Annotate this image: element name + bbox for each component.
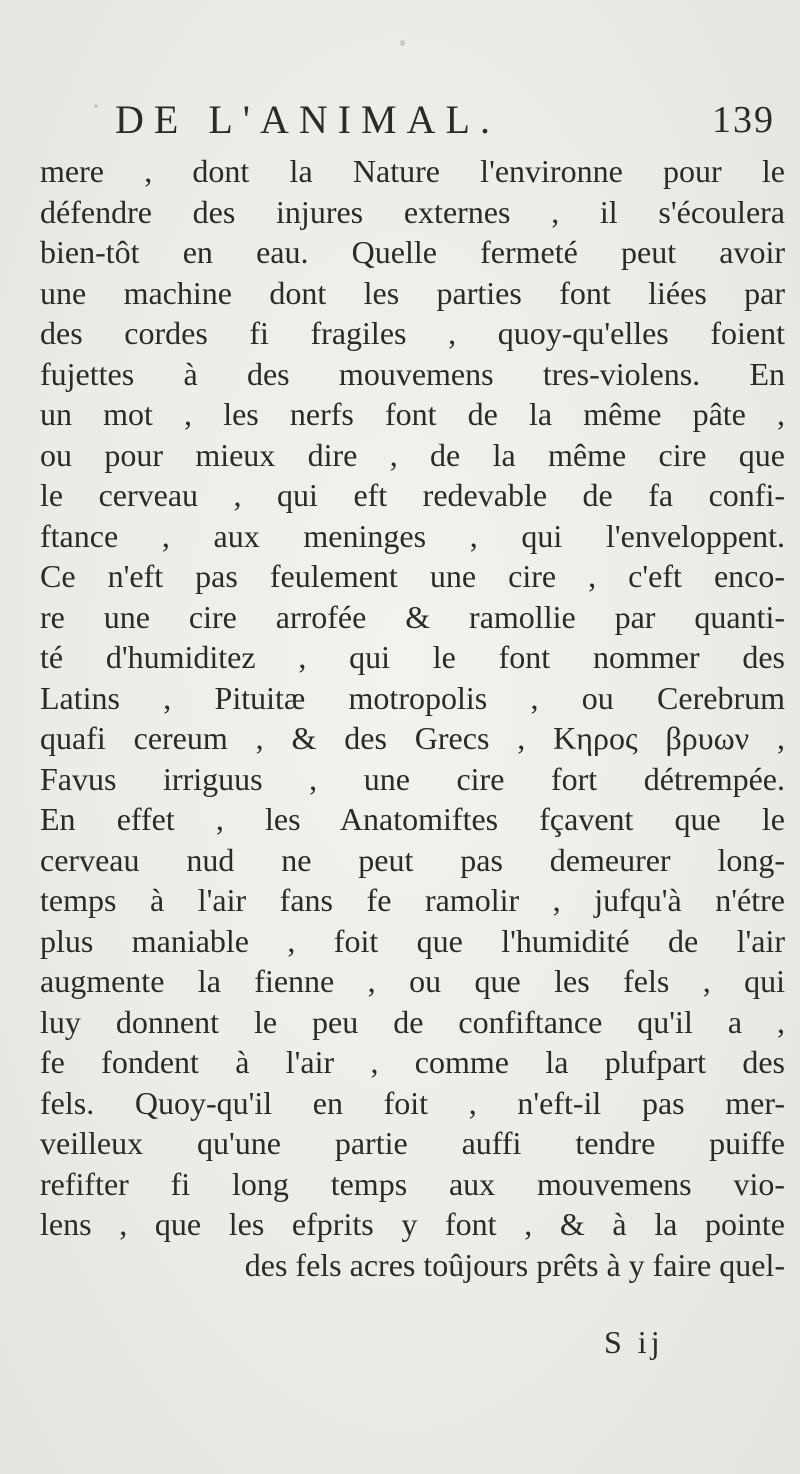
text-line: quafi cereum , & des Grecs , Κηρος βρυων , (40, 720, 785, 756)
page-body-text (40, 151, 785, 1285)
running-header (115, 96, 775, 148)
page-number: 139 (712, 99, 775, 141)
text-line: des cordes fi fragiles , quoy-qu'elles foient (40, 315, 785, 351)
ink-speck (400, 40, 405, 46)
text-line: veilleux qu'une partie auffi tendre puiffe (40, 1125, 785, 1161)
text-line: luy donnent le peu de confiftance qu'il a , (40, 1003, 785, 1040)
text-line: cerveau nud ne peut pas demeurer long- (40, 841, 785, 878)
text-line: En effet , les Anatomiftes fçavent que le (40, 801, 785, 837)
text-line: fe fondent à l'air , comme la plufpart des (40, 1044, 785, 1080)
text-line: une machine dont les parties font liées par (40, 274, 785, 311)
text-line: ou pour mieux dire , de la même cire que (40, 436, 785, 473)
text-line: plus maniable , foit que l'humidité de l'air (40, 922, 785, 959)
text-line: augmente la fienne , ou que les fels , qui (40, 963, 785, 999)
text-line: un mot , les nerfs font de la même pâte , (40, 396, 785, 432)
running-title: DE L'ANIMAL. (115, 97, 500, 142)
text-line: temps à l'air fans fe ramolir , jufqu'à n'étre (40, 882, 785, 918)
ink-speck (94, 104, 98, 108)
text-line: ftance , aux meninges , qui l'enveloppent. (40, 517, 785, 554)
text-line: Ce n'eft pas feulement une cire , c'eft enco- (40, 558, 785, 594)
text-line: lens , que les efprits y font , & à la pointe (40, 1206, 785, 1242)
text-line: mere , dont la Nature l'environne pour le (40, 153, 785, 189)
text-line: fujettes à des mouvemens tres-violens. En (40, 355, 785, 392)
signature-mark: S ij (604, 1324, 664, 1360)
text-line: le cerveau , qui eft redevable de fa confi- (40, 477, 785, 513)
text-line: bien-tôt en eau. Quelle fermeté peut avoir (40, 234, 785, 270)
text-line: défendre des injures externes , il s'écoulera (40, 193, 785, 230)
text-line: des fels acres toûjours prêts à y faire quel- (244, 1246, 785, 1283)
text-line: té d'humiditez , qui le font nommer des (40, 639, 785, 675)
text-line: refifter fi long temps aux mouvemens vio- (40, 1165, 785, 1202)
text-line: Latins , Pituitæ motropolis , ou Cerebrum (40, 679, 785, 716)
text-line: re une cire arrofée & ramollie par quanti- (40, 598, 785, 635)
text-line: Favus irriguus , une cire fort détrempée. (40, 760, 785, 797)
text-line: fels. Quoy-qu'il en foit , n'eft-il pas mer- (40, 1084, 785, 1121)
